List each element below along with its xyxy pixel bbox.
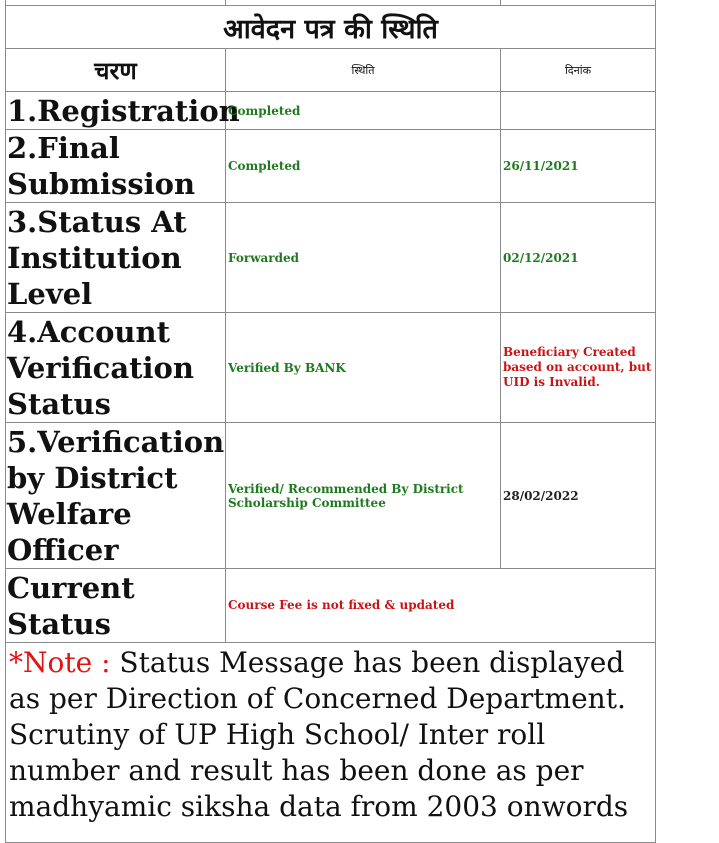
column-header-date: दिनांक [501,49,656,92]
date-cell: 28/02/2022 [501,423,656,569]
status-cell: Verified By BANK [226,313,501,423]
note-row [6,643,656,843]
stage-cell: 5.Verification by District Welfare Officer [7,424,225,567]
date-cell: 26/11/2021 [501,130,656,203]
status-cell: Completed [226,130,501,203]
current-status-label: Current Status [6,569,226,643]
status-cell: Verified/ Recommended By District Scholarship Committee [226,423,501,569]
date-cell: 02/12/2021 [501,203,656,313]
table-row [6,313,656,423]
table-row [6,92,656,130]
page-title: आवेदन पत्र की स्थिति [6,6,656,49]
status-table [5,0,656,843]
note-label: *Note : [9,646,111,679]
table-row [6,203,656,313]
date-cell [501,92,656,130]
note-cell [6,643,656,843]
current-status-value: Course Fee is not fixed & updated [226,569,656,643]
table-row [6,130,656,203]
current-status-row [6,569,656,643]
title-row [6,6,656,49]
status-cell: Forwarded [226,203,501,313]
application-status-sheet [5,0,655,843]
stage-cell: 4.Account Verification Status [6,313,226,423]
date-cell: Beneficiary Created based on account, but UID is Invalid. [501,313,656,423]
column-header-stage: चरण [6,49,226,92]
status-cell: Completed [226,92,501,130]
table-row [6,423,656,569]
column-header-status: स्थिति [226,49,501,92]
stage-cell: 2.Final Submission [6,130,226,203]
header-row [6,49,656,92]
stage-cell: 3.Status At Institution Level [6,203,226,313]
stage-cell: 1.Registration [7,93,240,128]
note-text: Status Message has been displayed as per Direction of Concerned Department. Scrutiny of UP High School/ Inter roll number and result has been done as per madhyamic siksha data from 2003 onwords [9,646,629,823]
